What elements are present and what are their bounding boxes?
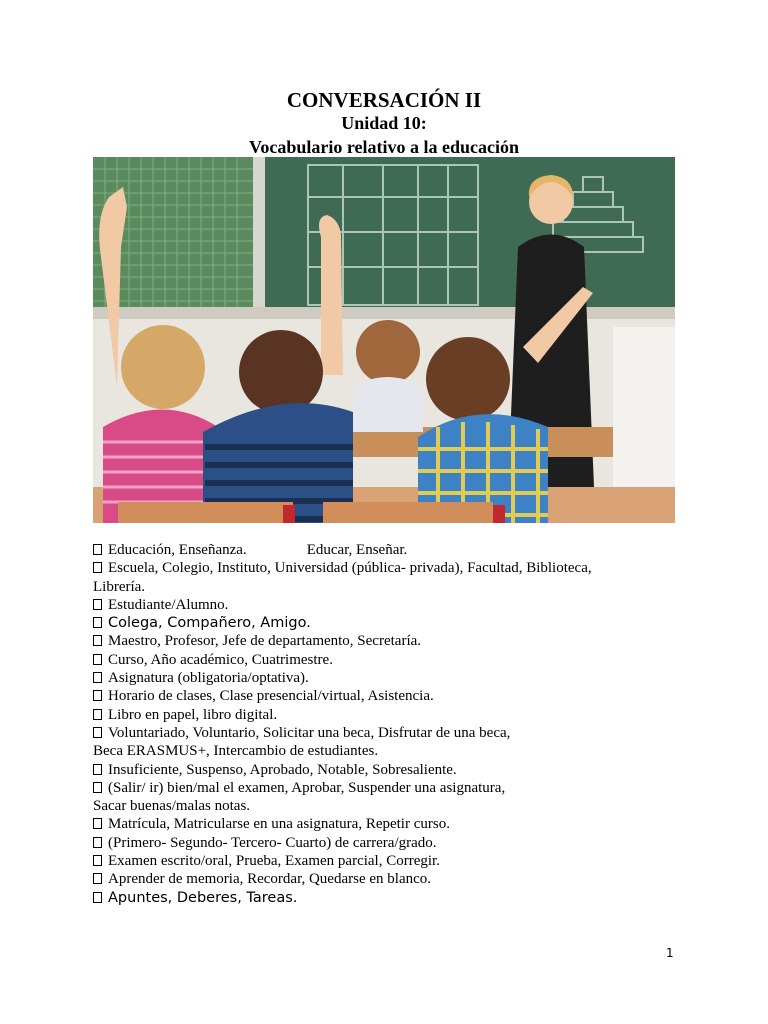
list-item: Examen escrito/oral, Prueba, Examen parcial, Corregir. <box>93 852 674 870</box>
list-item: Estudiante/Alumno. <box>93 596 674 614</box>
checkbox-bullet-icon <box>93 654 102 665</box>
list-item: Horario de clases, Clase presencial/virtual, Asistencia. <box>93 687 674 705</box>
list-item: Matrícula, Matricularse en una asignatura, Repetir curso. <box>93 815 674 833</box>
checkbox-bullet-icon <box>93 690 102 701</box>
list-item: Colega, Compañero, Amigo. <box>93 614 674 632</box>
list-item: Escuela, Colegio, Instituto, Universidad (pública- privada), Facultad, Biblioteca, Librería. <box>93 560 592 595</box>
vocabulary-list <box>93 541 674 907</box>
list-item: Aprender de memoria, Recordar, Quedarse en blanco. <box>93 870 674 888</box>
checkbox-bullet-icon <box>93 709 102 720</box>
checkbox-bullet-icon <box>93 873 102 884</box>
list-item: Insuficiente, Suspenso, Aprobado, Notable, Sobresaliente. <box>93 761 674 779</box>
list-item: Educación, Enseñanza. Educar, Enseñar. <box>93 541 674 559</box>
list-item: (Primero- Segundo- Tercero- Cuarto) de carrera/grado. <box>93 834 674 852</box>
checkbox-bullet-icon <box>93 617 102 628</box>
checkbox-bullet-icon <box>93 782 102 793</box>
classroom-illustration <box>93 157 675 523</box>
list-item: Asignatura (obligatoria/optativa). <box>93 669 674 687</box>
checkbox-bullet-icon <box>93 672 102 683</box>
checkbox-bullet-icon <box>93 599 102 610</box>
list-item: Curso, Año académico, Cuatrimestre. <box>93 651 674 669</box>
list-item: Libro en papel, libro digital. <box>93 706 674 724</box>
checkbox-bullet-icon <box>93 544 102 555</box>
page-number: 1 <box>666 946 674 960</box>
unit-heading: Unidad 10: <box>341 113 427 133</box>
document-title: CONVERSACIÓN II <box>286 88 482 112</box>
list-item: Apuntes, Deberes, Tareas. <box>93 889 674 907</box>
subject-heading: Vocabulario relativo a la educación <box>249 137 519 157</box>
checkbox-bullet-icon <box>93 837 102 848</box>
checkbox-bullet-icon <box>93 855 102 866</box>
checkbox-bullet-icon <box>93 727 102 738</box>
checkbox-bullet-icon <box>93 818 102 829</box>
list-item: (Salir/ ir) bien/mal el examen, Aprobar, Suspender una asignatura, Sacar buenas/malas notas. <box>93 779 506 815</box>
checkbox-bullet-icon <box>93 635 102 646</box>
list-item: Maestro, Profesor, Jefe de departamento, Secretaría. <box>93 632 674 650</box>
checkbox-bullet-icon <box>93 764 102 775</box>
classroom-photo <box>93 157 675 523</box>
list-item: Voluntariado, Voluntario, Solicitar una beca, Disfrutar de una beca, Beca ERASMUS+, Intercambio de estudiantes. <box>93 724 511 760</box>
checkbox-bullet-icon <box>93 892 102 903</box>
checkbox-bullet-icon <box>93 562 102 573</box>
